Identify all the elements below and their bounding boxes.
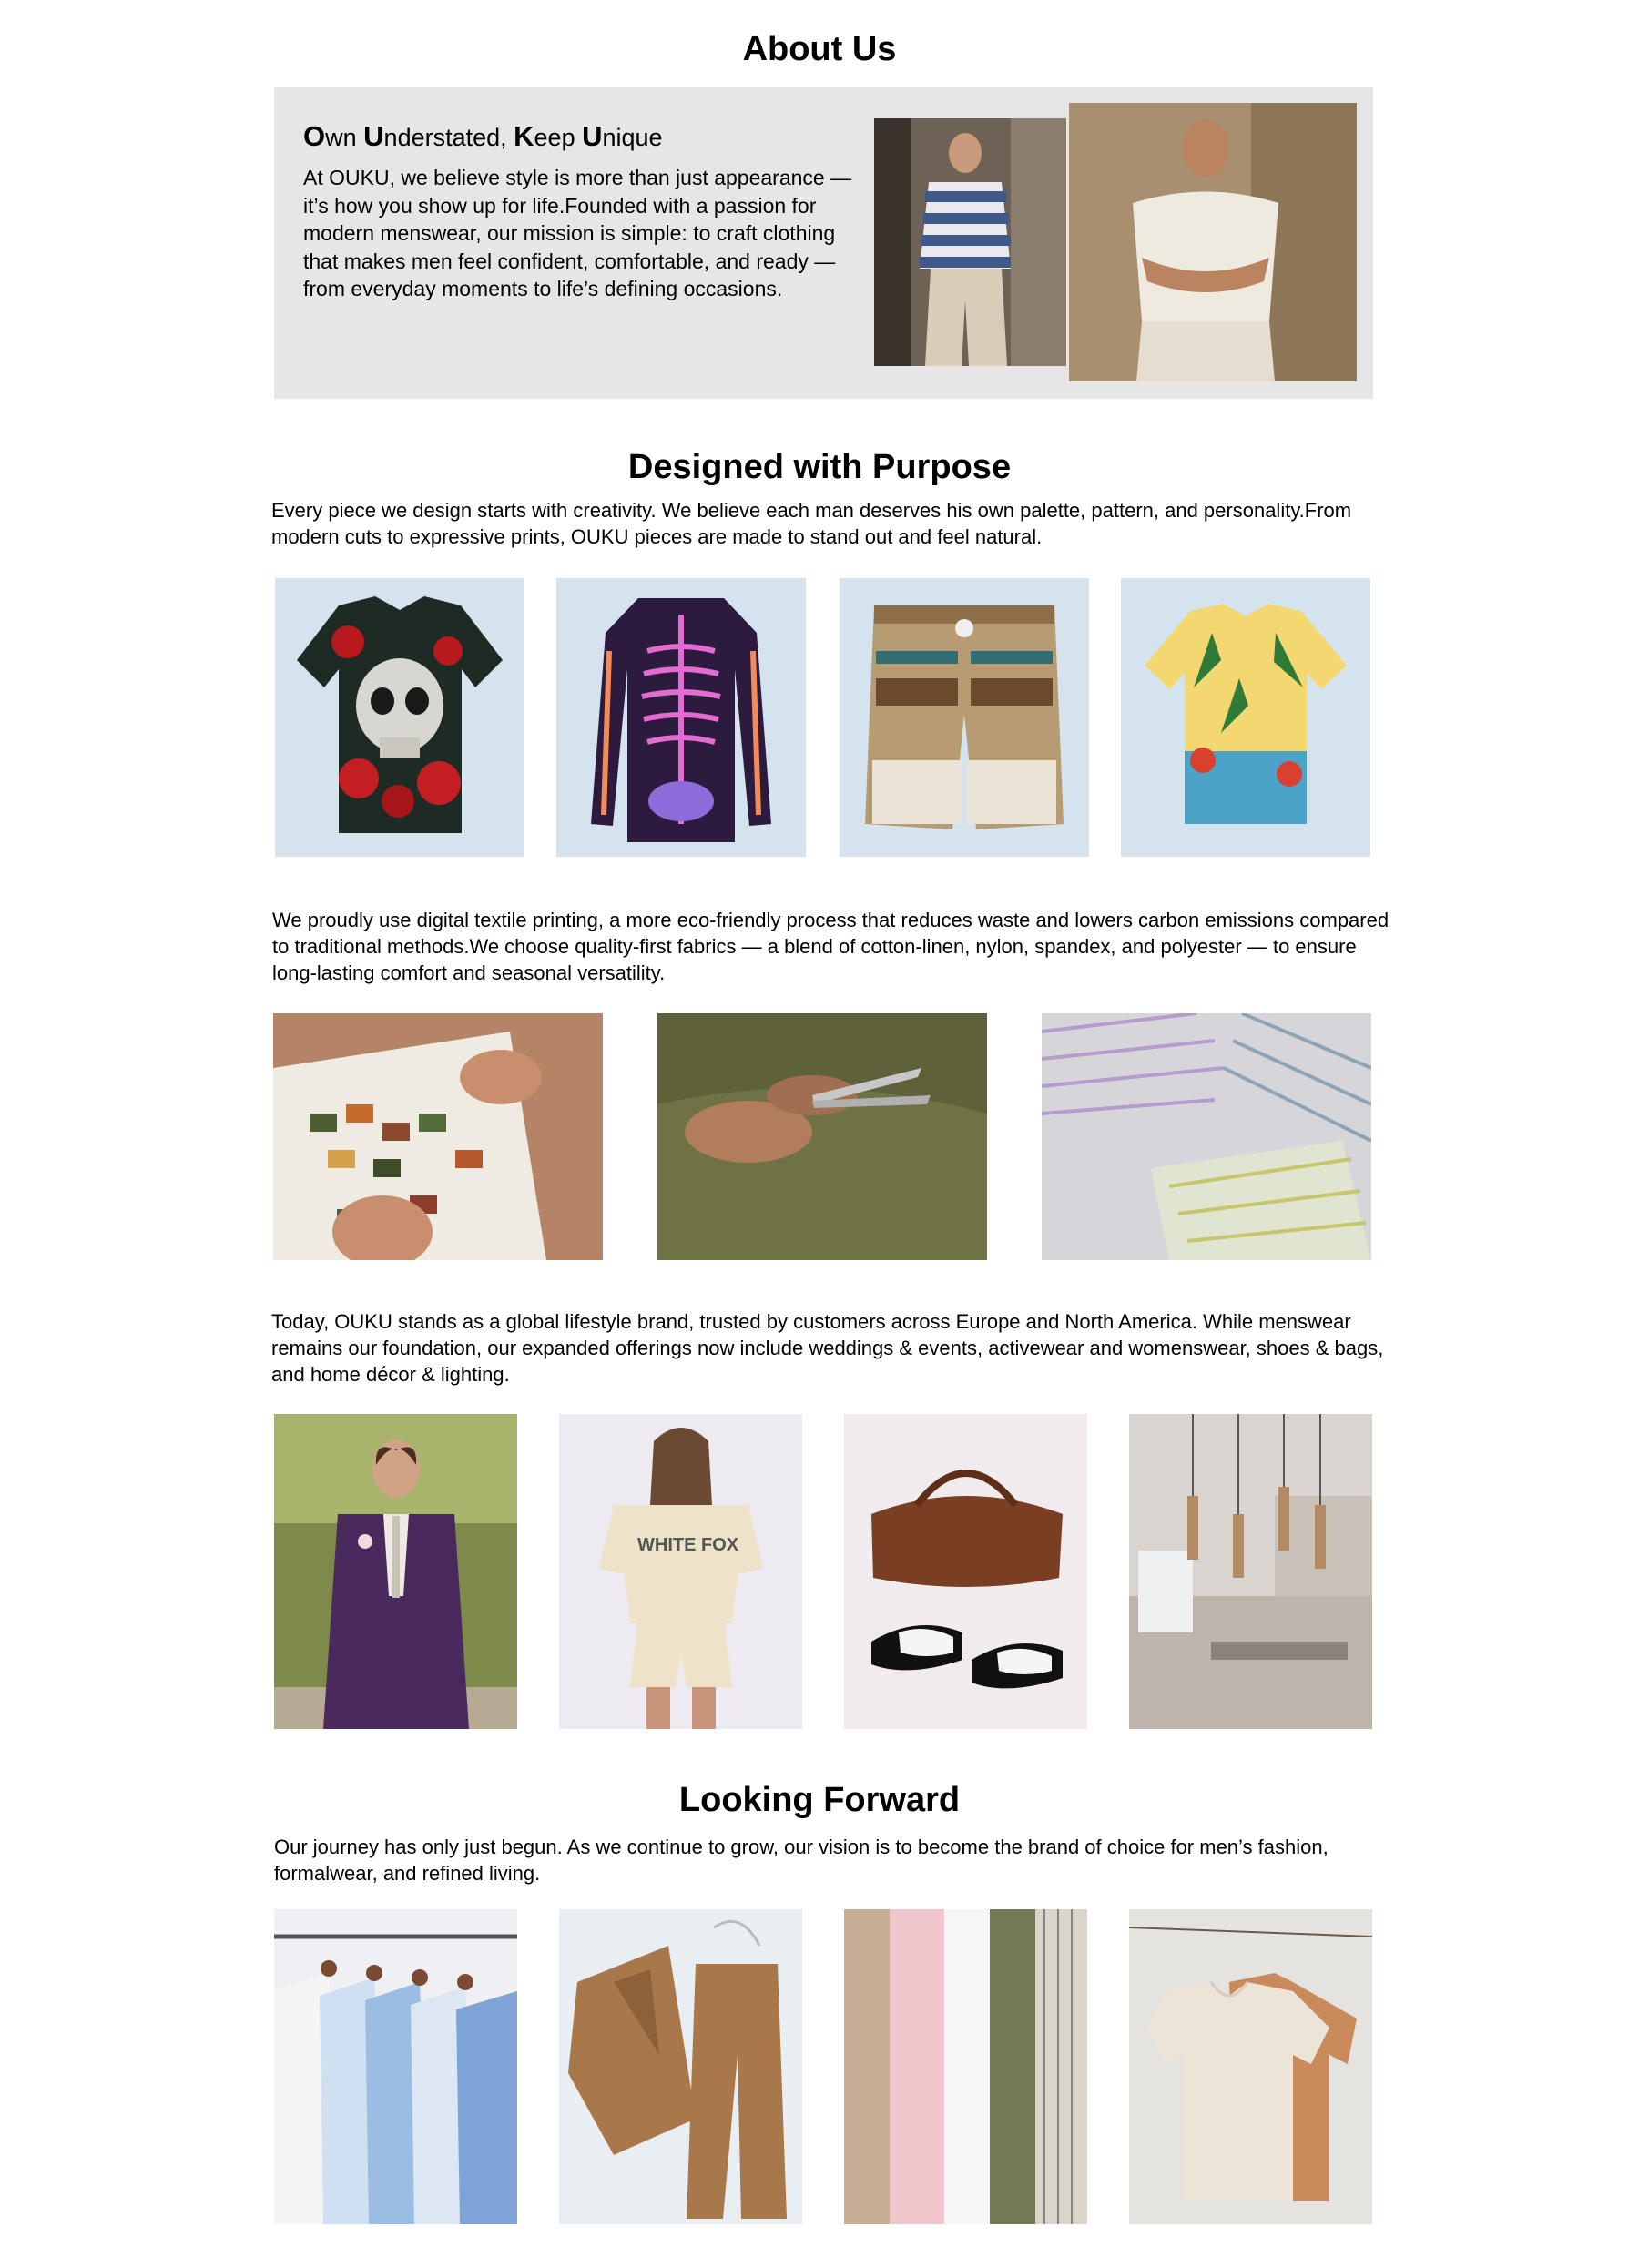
svg-text:WHITE FOX: WHITE FOX [637, 1535, 739, 1555]
category-womenswear-activewear-image[interactable] [559, 1414, 802, 1729]
tshirts-hanger-image [1129, 1909, 1372, 2224]
about-tagline: Own Understated, Keep Unique [303, 120, 663, 152]
about-panel [274, 87, 1373, 399]
striped-fabric-image [1042, 1013, 1371, 1260]
process-text: We proudly use digital textile printing, a more eco-friendly process that reduces waste and lowers carbon emissions compared to traditional methods.We choose quality-first fabrics — a blend of cotton-linen, nylon, spandex, and polyester — to ensure long-lasting comfort and seasonal versatility. [272, 909, 1390, 984]
dress-shirts-rack-image [274, 1909, 517, 2224]
category-shoes-bags-image[interactable] [844, 1414, 1087, 1729]
category-weddings-events-image[interactable] [274, 1414, 517, 1729]
product-tribal-print-shorts[interactable] [840, 578, 1089, 857]
category-home-decor-lighting-image[interactable] [1129, 1414, 1372, 1729]
product-skeleton-long-sleeve[interactable] [556, 578, 806, 857]
khaki-suit-image [559, 1909, 802, 2224]
product-skull-rose-shirt[interactable] [275, 578, 524, 857]
product-tropical-hawaiian-shirt[interactable] [1121, 578, 1370, 857]
model-striped-polo-image [874, 118, 1066, 366]
fabric-swatches-image [273, 1013, 603, 1260]
about-title: About Us [742, 30, 897, 68]
designed-title: Designed with Purpose [627, 448, 1012, 486]
linen-shirts-image [844, 1909, 1087, 2224]
about-body: At OUKU, we believe style is more than just appearance — it’s how you show up for life.Founded with a passion for modern menswear, our mission is simple: to craft clothing that makes men feel confident, comfortable, and ready — from everyday moments to life’s defining occasions. [303, 166, 852, 300]
model-white-tee-image [1069, 103, 1357, 381]
forward-title: Looking Forward [678, 1781, 961, 1819]
designed-intro: Every piece we design starts with creativity. We believe each man deserves his own palette, pattern, and personality.From modern cuts to expressive prints, OUKU pieces are made to stand out and feel natural. [271, 499, 1352, 548]
cutting-fabric-image [657, 1013, 987, 1260]
global-text: Today, OUKU stands as a global lifestyle brand, trusted by customers across Europe and North America. While menswear remains our foundation, our expanded offerings now include weddings & events, activewear and womenswear, shoes & bags, and home décor & lighting. [271, 1310, 1384, 1386]
forward-text: Our journey has only just begun. As we continue to grow, our vision is to become the brand of choice for men’s fashion, formalwear, and refined living. [274, 1836, 1329, 1885]
